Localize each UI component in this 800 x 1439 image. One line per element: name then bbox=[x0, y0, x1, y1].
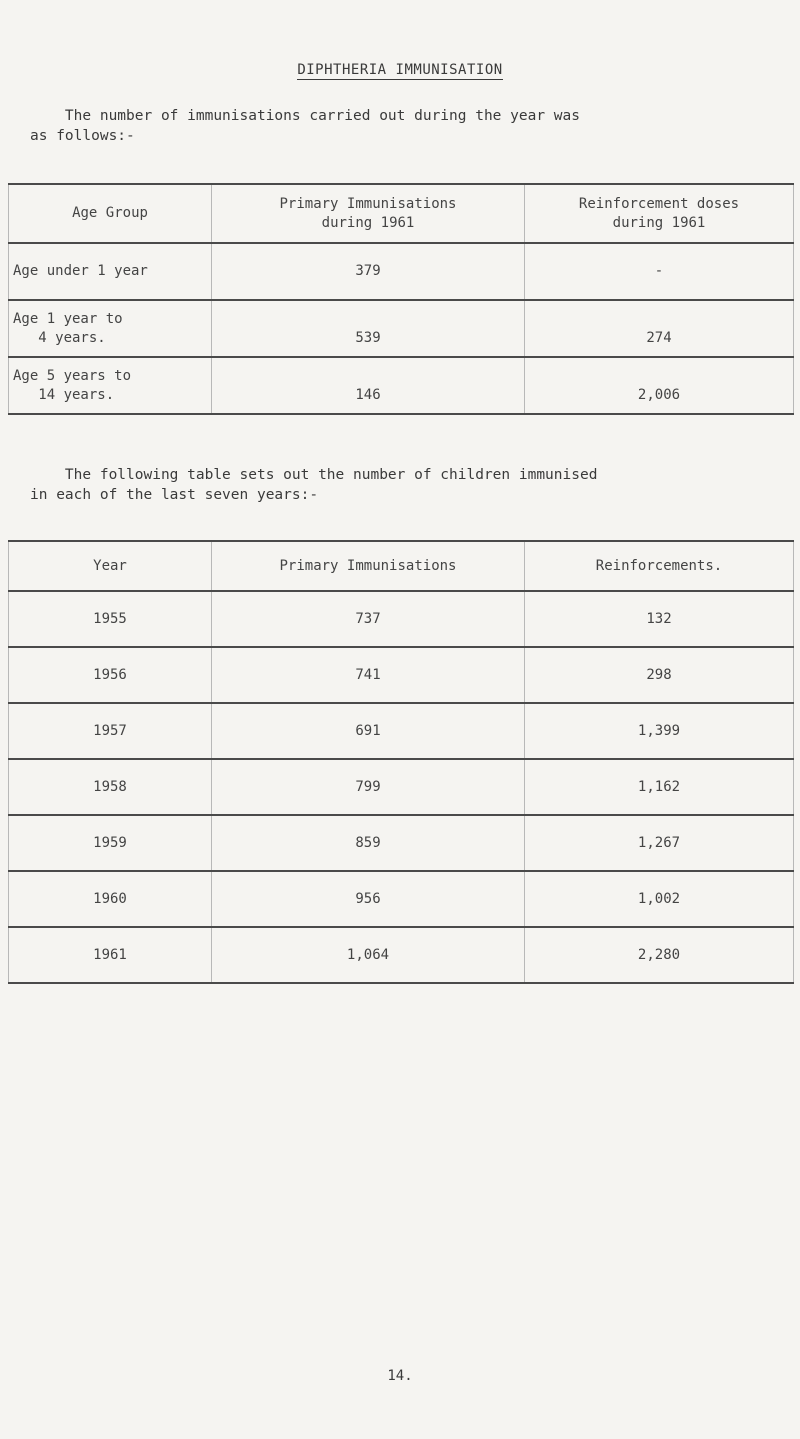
table-row bbox=[9, 703, 794, 759]
table-header-row bbox=[9, 541, 794, 591]
table-row bbox=[9, 647, 794, 703]
primary-cell: 956 bbox=[212, 871, 525, 927]
table-row bbox=[9, 357, 794, 414]
immunisations-by-age-table bbox=[8, 183, 794, 415]
reinforcements-cell: 1,002 bbox=[525, 871, 794, 927]
page-number: 14. bbox=[387, 1368, 413, 1384]
primary-cell: 1,064 bbox=[212, 927, 525, 983]
table-row bbox=[9, 300, 794, 357]
year-cell: 1957 bbox=[9, 703, 212, 759]
table-header-row bbox=[9, 184, 794, 243]
age-group-cell: Age 5 years to 14 years. bbox=[9, 357, 212, 414]
primary-cell: 539 bbox=[212, 300, 525, 357]
table-row bbox=[9, 243, 794, 300]
reinforcements-cell: 1,267 bbox=[525, 815, 794, 871]
header-reinforcements: Reinforcements. bbox=[525, 541, 794, 591]
table-row bbox=[9, 591, 794, 647]
reinforcement-cell: 274 bbox=[525, 300, 794, 357]
seven-years-paragraph: The following table sets out the number of children immunised in each of the last seven years:- bbox=[30, 467, 598, 503]
immunisations-by-year-table bbox=[8, 540, 794, 984]
year-cell: 1959 bbox=[9, 815, 212, 871]
primary-cell: 379 bbox=[212, 243, 525, 300]
primary-cell: 799 bbox=[212, 759, 525, 815]
year-cell: 1955 bbox=[9, 591, 212, 647]
primary-cell: 859 bbox=[212, 815, 525, 871]
reinforcements-cell: 132 bbox=[525, 591, 794, 647]
age-group-cell: Age under 1 year bbox=[9, 243, 212, 300]
reinforcements-cell: 1,399 bbox=[525, 703, 794, 759]
primary-cell: 146 bbox=[212, 357, 525, 414]
table-row bbox=[9, 759, 794, 815]
header-year: Year bbox=[9, 541, 212, 591]
table-row bbox=[9, 871, 794, 927]
header-age-group: Age Group bbox=[9, 184, 212, 243]
reinforcement-cell: 2,006 bbox=[525, 357, 794, 414]
reinforcements-cell: 1,162 bbox=[525, 759, 794, 815]
age-group-cell: Age 1 year to 4 years. bbox=[9, 300, 212, 357]
year-cell: 1956 bbox=[9, 647, 212, 703]
header-primary-immunisations: Primary Immunisations during 1961 bbox=[212, 184, 525, 243]
table-row bbox=[9, 815, 794, 871]
intro-paragraph: The number of immunisations carried out during the year was as follows:- bbox=[30, 108, 580, 144]
primary-cell: 737 bbox=[212, 591, 525, 647]
page-title bbox=[0, 62, 800, 78]
year-cell: 1961 bbox=[9, 927, 212, 983]
year-cell: 1958 bbox=[9, 759, 212, 815]
table-row bbox=[9, 927, 794, 983]
year-cell: 1960 bbox=[9, 871, 212, 927]
primary-cell: 691 bbox=[212, 703, 525, 759]
reinforcements-cell: 2,280 bbox=[525, 927, 794, 983]
header-primary-immunisations: Primary Immunisations bbox=[212, 541, 525, 591]
primary-cell: 741 bbox=[212, 647, 525, 703]
reinforcements-cell: 298 bbox=[525, 647, 794, 703]
reinforcement-cell: - bbox=[525, 243, 794, 300]
page-title-text: DIPHTHERIA IMMUNISATION bbox=[297, 62, 503, 78]
header-reinforcement-doses: Reinforcement doses during 1961 bbox=[525, 184, 794, 243]
